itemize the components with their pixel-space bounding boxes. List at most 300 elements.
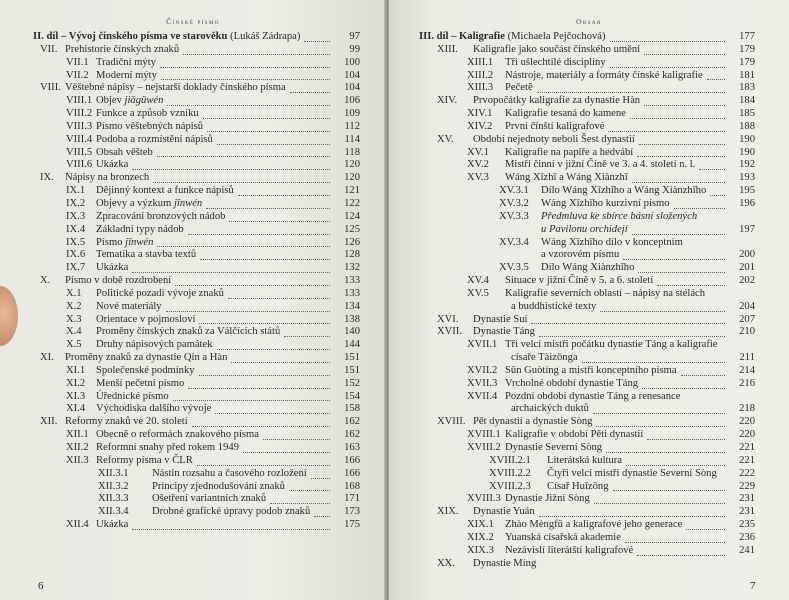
toc-entry xyxy=(389,262,789,275)
toc-entry xyxy=(389,326,789,339)
dot-leader xyxy=(203,105,330,119)
toc-entry xyxy=(389,211,789,224)
toc-entry-page: 126 xyxy=(344,236,360,248)
page-number: 7 xyxy=(750,580,756,592)
toc-entry-page: 201 xyxy=(739,262,755,274)
toc-entry xyxy=(389,57,789,70)
toc-entry-page: 132 xyxy=(344,262,360,274)
toc-entry-title xyxy=(505,147,633,160)
toc-entry-title-text: archaických duktů xyxy=(511,403,589,415)
toc-entry-page: 210 xyxy=(739,326,755,338)
toc-entry-title-text: III. díl – Kaligrafie xyxy=(419,31,505,42)
toc-entry-page: 236 xyxy=(739,531,755,543)
toc-entry-page: 241 xyxy=(739,544,755,556)
toc-entry-number: XIX. xyxy=(437,506,459,518)
toc-entry-number: XII. xyxy=(40,416,58,428)
toc-entry-number: XIII.2 xyxy=(467,69,494,81)
dot-leader xyxy=(639,131,725,145)
toc-entry-title-text: císaře Tàizōnga xyxy=(511,352,578,364)
toc-entry-title-text: a vzorovém písmu xyxy=(541,249,620,261)
toc-entry-title-text: Dynastie Yuán xyxy=(473,506,535,518)
toc-entry-title xyxy=(96,519,128,532)
toc-entry-title-text: Dynastie Táng xyxy=(473,326,535,338)
toc-entry-title xyxy=(541,224,628,237)
toc-entry-number: XII.3 xyxy=(66,454,89,466)
left-page xyxy=(0,0,386,600)
toc-entry-title xyxy=(96,57,156,70)
toc-entry-page: 229 xyxy=(739,480,755,492)
toc-entry-number: VII.2 xyxy=(66,69,89,81)
toc-entry-page: 214 xyxy=(739,364,755,376)
toc-entry-number: XV.3.3 xyxy=(499,210,529,222)
toc-entry-number: XIV.1 xyxy=(467,108,493,120)
toc-entry-number: XVIII.2.1 xyxy=(489,454,531,466)
toc-entry-title xyxy=(473,134,635,147)
toc-entry-page: 118 xyxy=(344,146,360,158)
toc-entry-page: 200 xyxy=(739,249,755,261)
toc-entry-number: XVII.3 xyxy=(467,377,498,389)
toc-entry-title xyxy=(96,378,184,391)
toc-entry-title-text: Zhào Mèngfǔ a kaligrafové jeho generace xyxy=(505,519,683,531)
dot-leader xyxy=(228,285,330,299)
toc-entry xyxy=(389,442,789,455)
toc-entry-title-text: Pečetě xyxy=(505,82,533,94)
toc-entry-number: VII.1 xyxy=(66,56,89,68)
toc-entry-title-text: a buddhistické texty xyxy=(511,300,597,312)
toc-entry-number: XX. xyxy=(437,557,455,569)
toc-entry-page: 151 xyxy=(344,364,360,376)
toc-entry-number: IX.5 xyxy=(66,236,86,248)
dot-leader xyxy=(157,234,330,248)
dot-leader xyxy=(153,169,330,183)
toc-entry xyxy=(389,468,789,481)
toc-entry-title xyxy=(96,121,203,134)
dot-leader xyxy=(132,259,330,273)
toc-entry-title-text: Nápisy na bronzech xyxy=(65,172,150,184)
toc-entry-title-text: Zpracování bronzových nádob xyxy=(96,210,226,222)
dot-leader xyxy=(215,400,330,414)
toc-entry-page: 106 xyxy=(344,95,360,107)
toc-entry-title xyxy=(96,237,153,250)
toc-entry xyxy=(389,224,789,237)
toc-entry-number: XII.4 xyxy=(66,519,89,531)
toc-entry-number: X.4 xyxy=(66,326,82,338)
toc-entry-title-text: Kaligrafie severních oblastí – nápisy na stélách xyxy=(505,287,706,299)
dot-leader xyxy=(638,259,725,273)
dot-leader xyxy=(632,169,725,183)
toc-entry xyxy=(389,455,789,468)
toc-entry xyxy=(389,365,789,378)
toc-entry-title-text: Dílo Wáng Xiànzhīho xyxy=(541,262,635,274)
toc-entry-number: XVIII.1 xyxy=(467,429,501,441)
toc-entry-title-text: Úřednické písmo xyxy=(96,390,169,402)
toc-entry-title-text: Politické pozadí vývoje znaků xyxy=(96,287,224,299)
toc-entry-number: XV.3.1 xyxy=(499,185,529,197)
dot-leader xyxy=(593,400,725,414)
toc-entry-number: X. xyxy=(40,275,51,287)
toc-entry xyxy=(389,108,789,121)
toc-entry-title-text: Dynastie Severní Sòng xyxy=(505,442,603,453)
dot-leader xyxy=(613,478,726,492)
toc-entry-page: 162 xyxy=(344,429,360,441)
toc-entry-title-text: Tři ušlechtilé discipliny xyxy=(505,56,606,68)
dot-leader xyxy=(175,272,330,286)
toc-entry-page: 211 xyxy=(739,352,755,364)
toc-entry-title xyxy=(96,314,195,327)
toc-entry xyxy=(389,506,789,519)
toc-entry-title-text: Ukázka xyxy=(96,159,129,171)
toc-entry-page: 168 xyxy=(344,480,360,492)
toc-entry-title-text: Nástroje, materiály a formáty čínské kaligrafie xyxy=(505,69,703,81)
toc-entry-title xyxy=(96,339,213,352)
toc-entry-title xyxy=(505,275,653,288)
toc-entry-page: 134 xyxy=(344,300,360,312)
dot-leader xyxy=(600,298,725,312)
toc-entry-page: 133 xyxy=(344,275,360,287)
toc-entry-number: XIII. xyxy=(437,43,458,55)
dot-leader xyxy=(157,144,330,158)
toc-entry-page: 235 xyxy=(739,519,755,531)
dot-leader xyxy=(630,105,725,119)
toc-entry-title-text: Tematika a stavba textů xyxy=(96,249,197,261)
dot-leader xyxy=(192,413,330,427)
dot-leader xyxy=(625,529,725,543)
toc-entry-title-text: Objevy a výzkum jīnwén xyxy=(96,197,203,209)
toc-entry-title xyxy=(96,70,157,83)
dot-leader xyxy=(531,311,725,325)
dot-leader xyxy=(642,375,725,389)
dot-leader xyxy=(188,221,330,235)
toc-entry-title xyxy=(96,95,163,108)
dot-leader xyxy=(644,92,725,106)
toc-entry-page: 114 xyxy=(344,133,360,145)
toc-entry-number: XVII. xyxy=(437,326,463,338)
toc-entry-page: 207 xyxy=(739,313,755,325)
toc-entry-number: XI.1 xyxy=(66,364,86,376)
toc-entry-page: 216 xyxy=(739,377,755,389)
toc-entry-page: 197 xyxy=(739,223,755,235)
toc-entry-title xyxy=(152,493,266,506)
toc-entry-page: 128 xyxy=(344,249,360,261)
dot-leader xyxy=(537,79,725,93)
toc-entry-title-text: Písmo jīnwén xyxy=(96,236,154,248)
toc-entry xyxy=(389,134,789,147)
toc-entry-page: 138 xyxy=(344,313,360,325)
dot-leader xyxy=(710,182,725,196)
toc-entry xyxy=(389,416,789,429)
toc-entry xyxy=(389,95,789,108)
toc-entry xyxy=(389,481,789,494)
toc-entry xyxy=(389,545,789,558)
toc-entry-page: 163 xyxy=(344,442,360,453)
toc-entry xyxy=(389,159,789,172)
toc-entry-title xyxy=(505,172,628,185)
running-header: Obsah xyxy=(576,17,602,26)
toc-entry xyxy=(0,519,386,532)
toc-entry-title-text: Základní typy nádob xyxy=(96,223,184,235)
toc-entry-page: 177 xyxy=(739,31,755,42)
toc-entry-number: XI.2 xyxy=(66,377,86,389)
dot-leader xyxy=(229,208,330,222)
toc-entry xyxy=(389,172,789,185)
dot-leader xyxy=(238,182,330,196)
toc-entry-page: 221 xyxy=(739,454,755,466)
toc-entry-title-text: Obecně o reformách znakového písma xyxy=(96,429,259,441)
toc-entry-number: XVII.2 xyxy=(467,364,498,376)
toc-entry-number: IX.7 xyxy=(66,262,86,274)
dot-leader xyxy=(681,362,725,376)
toc-entry-title-text: Mistři činní v jižní Číně ve 3. a 4. století n. l. xyxy=(505,159,696,171)
dot-leader xyxy=(686,516,725,530)
toc-entry-title xyxy=(473,506,535,519)
toc-entry-number: X.3 xyxy=(66,313,82,325)
dot-leader xyxy=(637,542,725,556)
dot-leader xyxy=(183,41,330,55)
toc-entry xyxy=(389,352,789,365)
toc-entry-title xyxy=(541,262,634,275)
toc-entry-title xyxy=(152,468,307,481)
toc-entry-title-text: Proměny čínských znaků za Válčících států xyxy=(96,326,281,338)
toc-entry-title-text: Písmo v době rozdrobení xyxy=(65,275,172,287)
toc-entry-page: 97 xyxy=(349,31,360,42)
toc-entry-number: XVIII.3 xyxy=(467,493,501,505)
toc-entry xyxy=(389,378,789,391)
toc-entry-page: 195 xyxy=(739,185,755,197)
toc-entry-title-text: Principy zjednodušování znaků xyxy=(152,480,285,492)
toc-entry-page: 120 xyxy=(344,159,360,171)
toc-entry-page: 104 xyxy=(344,69,360,81)
toc-entry-title xyxy=(505,442,602,455)
toc-entry-number: XV.1 xyxy=(467,146,489,158)
toc-entry-number: VIII. xyxy=(40,82,61,94)
toc-entry-page: 121 xyxy=(344,185,360,197)
toc-entry-number: VIII.1 xyxy=(66,95,93,107)
toc-entry-number: XVIII.2.2 xyxy=(489,467,531,479)
toc-entry-title xyxy=(65,172,149,185)
dot-leader xyxy=(197,452,330,466)
toc-entry-page: 154 xyxy=(344,390,360,402)
toc-entry-title-text: Dynastie Suí xyxy=(473,313,528,325)
toc-entry-title-text: Objev jiǎgǔwén xyxy=(96,95,164,107)
toc-entry-title xyxy=(473,314,527,327)
toc-entry-page: 120 xyxy=(344,172,360,184)
toc-entry-title xyxy=(96,262,128,275)
toc-entry-number: XVIII. xyxy=(437,416,466,428)
toc-entry-title xyxy=(419,31,606,44)
dot-leader xyxy=(594,490,725,504)
toc-entry-number: XV.5 xyxy=(467,287,489,299)
toc-entry-page: 162 xyxy=(344,416,360,428)
toc-entry-title-text: Dějinný kontext a funkce nápisů xyxy=(96,185,234,197)
toc-entry-title-text: Kaligrafie jako součást čínského umění xyxy=(473,43,641,55)
toc-entry-title xyxy=(96,301,162,314)
toc-entry-number: XV. xyxy=(437,133,454,145)
toc-entry-title xyxy=(473,558,536,571)
toc-entry-title-text: Orientace v pojmosloví xyxy=(96,313,196,325)
toc-entry-number: XIX.1 xyxy=(467,519,494,531)
toc-entry-title xyxy=(96,391,169,404)
toc-entry-title xyxy=(96,365,195,378)
toc-entry-page: 125 xyxy=(344,223,360,235)
toc-entry-title-text: Sūn Guòtíng a mistři konceptního písma xyxy=(505,364,677,376)
table-of-contents xyxy=(389,31,789,570)
toc-entry-number: VIII.3 xyxy=(66,120,93,132)
toc-entry-page: 220 xyxy=(739,429,755,441)
toc-entry-title xyxy=(473,326,535,339)
toc-entry-page: 124 xyxy=(344,210,360,222)
toc-entry-number: IX.4 xyxy=(66,223,86,235)
dot-leader xyxy=(707,67,725,81)
toc-entry-title xyxy=(473,416,592,429)
dot-leader xyxy=(596,413,725,427)
toc-entry-page: 202 xyxy=(739,275,755,287)
toc-entry-number: XI.3 xyxy=(66,390,86,402)
toc-entry-number: XII.3.3 xyxy=(98,493,129,505)
toc-entry-number: IX.3 xyxy=(66,210,86,222)
dot-leader xyxy=(200,246,330,260)
toc-entry-title-text: Menší pečetní písmo xyxy=(96,377,185,389)
toc-entry-number: XV.3.2 xyxy=(499,197,529,209)
toc-entry-page: 204 xyxy=(739,300,755,312)
dot-leader xyxy=(217,131,330,145)
toc-entry-number: IX. xyxy=(40,172,54,184)
dot-leader xyxy=(160,54,330,68)
toc-entry-page: 133 xyxy=(344,287,360,299)
toc-entry xyxy=(389,44,789,57)
toc-entry-number: XII.3.4 xyxy=(98,506,129,518)
dot-leader xyxy=(231,349,330,363)
toc-entry-number: IX.2 xyxy=(66,197,86,209)
toc-entry xyxy=(389,275,789,288)
dot-leader xyxy=(206,195,330,209)
dot-leader xyxy=(304,28,330,42)
toc-entry-title-text: Předmluva ke sbírce básní složených xyxy=(541,210,698,222)
toc-entry-title-text: Období nejednoty neboli Šest dynastií xyxy=(473,133,635,145)
dot-leader xyxy=(623,246,725,260)
toc-entry-title-text: Proměny znaků za dynastie Qín a Hàn xyxy=(65,352,228,364)
toc-entry-title xyxy=(65,275,171,288)
toc-entry-title-text: Podoba a rozmístění nápisů xyxy=(96,133,213,145)
dot-leader xyxy=(290,79,330,93)
toc-entry xyxy=(389,147,789,160)
toc-entry-title-text: Pozdní období dynastie Táng a renesance xyxy=(505,390,681,402)
toc-entry-page: 171 xyxy=(344,493,360,505)
toc-entry-title xyxy=(505,545,633,558)
toc-entry-number: X.5 xyxy=(66,339,82,351)
toc-entry-page: 231 xyxy=(739,493,755,505)
toc-entry-title-text: II. díl – Vývoj čínského písma ve starověku xyxy=(33,31,228,42)
toc-entry-title xyxy=(96,429,259,442)
toc-entry-page: 104 xyxy=(344,82,360,94)
toc-entry xyxy=(389,403,789,416)
toc-entry-title-text: Druhy nápisových památek xyxy=(96,339,213,351)
toc-entry xyxy=(389,237,789,250)
table-of-contents xyxy=(0,31,386,532)
dot-leader xyxy=(674,195,725,209)
toc-entry-title xyxy=(96,108,199,121)
toc-entry-title xyxy=(541,249,619,262)
toc-entry-title-text: Tradiční mýty xyxy=(96,56,156,68)
toc-entry-page: 158 xyxy=(344,403,360,415)
toc-entry-title-text: Kaligrafie na papíře a hedvábí xyxy=(505,146,634,158)
toc-entry-title xyxy=(547,455,622,468)
toc-entry xyxy=(389,31,789,44)
toc-entry-title xyxy=(505,121,604,134)
toc-entry xyxy=(389,121,789,134)
toc-entry-page: 152 xyxy=(344,377,360,389)
toc-entry-title-text: Císař Huīzōng xyxy=(547,480,609,492)
toc-entry-page: 109 xyxy=(344,108,360,120)
dot-leader xyxy=(610,54,725,68)
toc-entry xyxy=(389,288,789,301)
dot-leader xyxy=(199,362,330,376)
toc-entry-title-text: Pět dynastií a dynastie Sòng xyxy=(473,416,593,428)
toc-entry-title-text: Reformy znaků ve 20. století xyxy=(65,416,188,428)
toc-entry-page: 166 xyxy=(344,454,360,466)
toc-entry-title-text: Věštebné nápisy – nejstarší doklady čínského písma xyxy=(65,82,286,94)
dot-leader xyxy=(132,156,330,170)
dot-leader xyxy=(539,323,725,337)
toc-entry-title-text: Obsah věšteb xyxy=(96,146,153,158)
toc-entry-title-text: Dynastie Jižní Sòng xyxy=(505,493,590,505)
dot-leader xyxy=(608,118,725,132)
toc-entry-page: 151 xyxy=(344,352,360,364)
dot-leader xyxy=(289,478,330,492)
toc-entry-title-text: Funkce a způsob vzniku xyxy=(96,108,199,120)
toc-entry-page: 185 xyxy=(739,108,755,120)
toc-entry xyxy=(389,249,789,262)
toc-entry-title xyxy=(541,198,670,211)
dot-leader xyxy=(606,439,725,453)
toc-entry-page: 100 xyxy=(344,56,360,68)
toc-entry-title-text: u Pavilonu orchidejí xyxy=(541,223,628,235)
toc-entry-title xyxy=(505,532,621,545)
toc-entry-title-text: Nové materiály xyxy=(96,300,162,312)
toc-entry-title-text: Wáng Xīzhīho dílo v konceptním xyxy=(541,236,683,248)
toc-entry-page: 221 xyxy=(739,442,755,453)
toc-entry-number: VIII.2 xyxy=(66,108,93,120)
toc-entry-page: 231 xyxy=(739,506,755,518)
toc-entry-number: XII.3.2 xyxy=(98,480,129,492)
toc-entry-number: VII. xyxy=(40,43,58,55)
dot-leader xyxy=(243,439,330,453)
toc-entry-number: XVI. xyxy=(437,313,459,325)
toc-entry-author: (Michaela Pejčochová) xyxy=(504,31,606,42)
dot-leader xyxy=(188,375,330,389)
toc-entry-number: XVIII.2 xyxy=(467,442,501,453)
toc-entry-number: VIII.4 xyxy=(66,133,93,145)
toc-entry xyxy=(389,519,789,532)
toc-entry-number: X.2 xyxy=(66,300,82,312)
dot-leader xyxy=(311,465,330,479)
toc-entry-page: 179 xyxy=(739,56,755,68)
dot-leader xyxy=(657,272,725,286)
toc-entry-title-text: Kaligrafie v období Pěti dynastií xyxy=(505,429,644,441)
toc-entry-page: 188 xyxy=(739,120,755,132)
dot-leader xyxy=(270,490,330,504)
toc-entry-number: XIII.1 xyxy=(467,56,494,68)
toc-entry-number: XIX.3 xyxy=(467,544,494,556)
toc-entry-page: 196 xyxy=(739,197,755,209)
toc-entry-title xyxy=(505,378,638,391)
toc-entry-number: XIV.2 xyxy=(467,120,493,132)
toc-entry-page: 181 xyxy=(739,69,755,81)
dot-leader xyxy=(166,298,330,312)
toc-entry-title xyxy=(505,57,606,70)
toc-entry-number: XII.2 xyxy=(66,442,89,453)
toc-entry-title-text: Vrcholné období dynastie Táng xyxy=(505,377,639,389)
toc-entry-title-text: Literátská kultura xyxy=(547,454,623,466)
